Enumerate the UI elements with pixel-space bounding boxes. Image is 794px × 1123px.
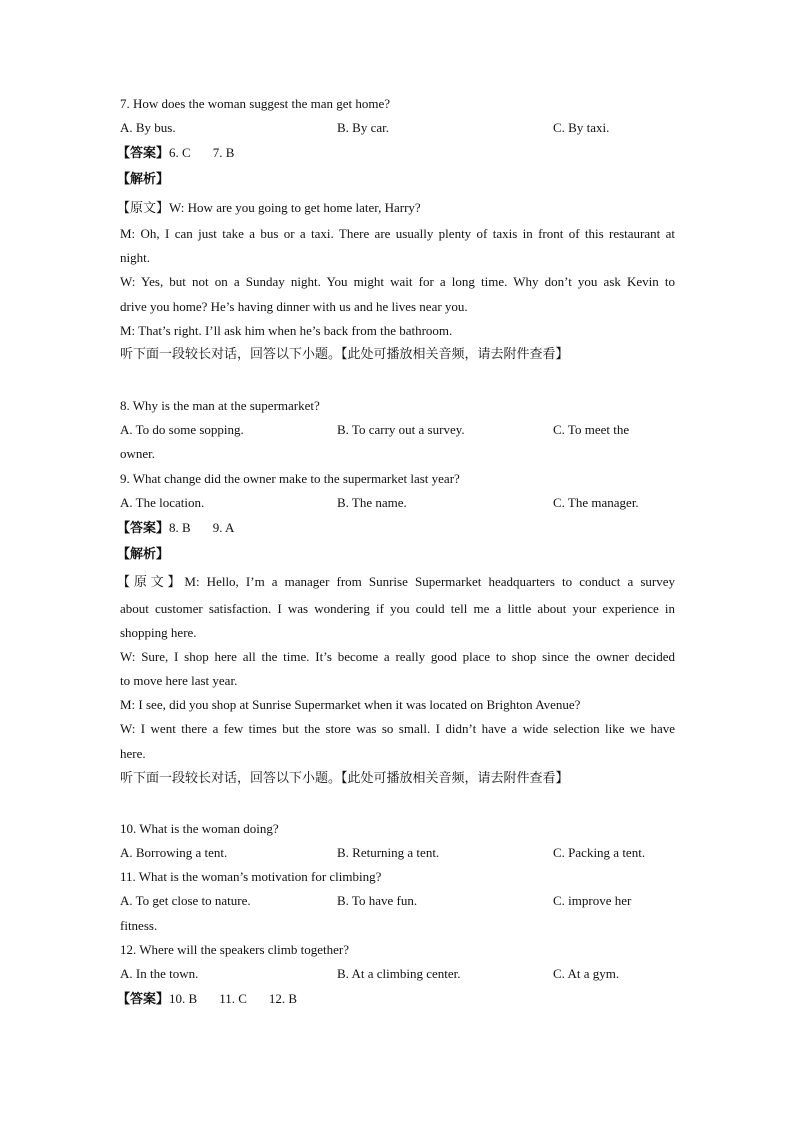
transcript-line: drive you home? He’s having dinner with us and he lives near you.	[120, 299, 468, 314]
listening-instruction: 听下面一段较长对话，回答以下小题。【此处可播放相关音频，请去附件查看】	[120, 347, 569, 362]
q11-option-c-wrap: fitness.	[120, 918, 158, 933]
transcript-line: shopping here.	[120, 625, 197, 640]
question-9: 9. What change did the owner make to the supermarket last year?	[120, 471, 460, 486]
q10-option-a: A. Borrowing a tent.	[120, 845, 228, 860]
answer-7: 7. B	[212, 145, 235, 160]
answer-line-2	[117, 519, 672, 538]
analysis-label: 【解析】	[117, 547, 170, 562]
listening-instruction: 听下面一段较长对话，回答以下小题。【此处可播放相关音频，请去附件查看】	[120, 771, 569, 786]
question-8: 8. Why is the man at the supermarket?	[120, 398, 320, 413]
transcript-line: W: Sure, I shop here all the time. It’s become a really good place to shop since the owner decided	[120, 649, 675, 664]
question-12: 12. Where will the speakers climb together?	[120, 942, 349, 957]
q7-option-b: B. By car.	[337, 120, 389, 135]
transcript-line: M: That’s right. I’ll ask him when he’s back from the bathroom.	[120, 323, 453, 338]
answer-label: 【答案】	[117, 146, 170, 161]
transcript-line	[117, 573, 675, 592]
transcript-label: 【原文】	[117, 201, 170, 216]
q7-option-c: C. By taxi.	[553, 120, 610, 135]
transcript-line: W: I went there a few times but the store was so small. I didn’t have a wide selection like we have	[120, 721, 675, 736]
question-7: 7. How does the woman suggest the man get home?	[120, 96, 391, 111]
analysis-label: 【解析】	[117, 172, 170, 187]
q9-option-c: C. The manager.	[553, 495, 639, 510]
transcript-line: M: Oh, I can just take a bus or a taxi. There are usually plenty of taxis in front of this restaurant at	[120, 226, 675, 241]
transcript-line: M: I see, did you shop at Sunrise Supermarket when it was located on Brighton Avenue?	[120, 697, 581, 712]
transcript-line: about customer satisfaction. I was wondering if you could tell me a little about your experience in	[120, 601, 675, 616]
q7-option-a: A. By bus.	[120, 120, 176, 135]
q12-option-a: A. In the town.	[120, 966, 199, 981]
q11-option-a: A. To get close to nature.	[120, 893, 251, 908]
transcript-line: W: Yes, but not on a Sunday night. You might wait for a long time. Why don’t you ask Kevin to	[120, 274, 675, 289]
q11-option-c: C. improve her	[553, 893, 632, 908]
q8-option-b: B. To carry out a survey.	[337, 422, 465, 437]
q9-option-b: B. The name.	[337, 495, 407, 510]
q8-option-c: C. To meet the	[553, 422, 630, 437]
answer-10: 10. B	[169, 991, 198, 1006]
transcript-line: here.	[120, 746, 146, 761]
answer-6: 6. C	[169, 145, 191, 160]
question-10: 10. What is the woman doing?	[120, 821, 279, 836]
transcript-text: M: Hello, I’m a manager from Sunrise Supermarket headquarters to conduct a survey	[184, 574, 675, 589]
answer-8: 8. B	[169, 520, 191, 535]
answer-12: 12. B	[268, 991, 298, 1006]
q8-option-a: A. To do some sopping.	[120, 422, 244, 437]
transcript-line: to move here last year.	[120, 673, 238, 688]
question-11: 11. What is the woman’s motivation for climbing?	[120, 869, 382, 884]
answer-line-3	[117, 990, 672, 1009]
transcript-line: night.	[120, 250, 150, 265]
answer-label: 【答案】	[117, 521, 170, 536]
q8-option-c-wrap: owner.	[120, 446, 156, 461]
q12-option-b: B. At a climbing center.	[337, 966, 461, 981]
answer-11: 11. C	[219, 991, 247, 1006]
transcript-label: 【原文】	[117, 575, 185, 590]
q11-option-b: B. To have fun.	[337, 893, 418, 908]
answer-label: 【答案】	[117, 992, 170, 1007]
transcript-text: W: How are you going to get home later, Harry?	[169, 200, 421, 215]
q9-option-a: A. The location.	[120, 495, 205, 510]
q10-option-c: C. Packing a tent.	[553, 845, 646, 860]
q12-option-c: C. At a gym.	[553, 966, 620, 981]
answer-9: 9. A	[212, 520, 235, 535]
q10-option-b: B. Returning a tent.	[337, 845, 440, 860]
transcript-line	[117, 199, 672, 218]
answer-line-1	[117, 144, 672, 163]
